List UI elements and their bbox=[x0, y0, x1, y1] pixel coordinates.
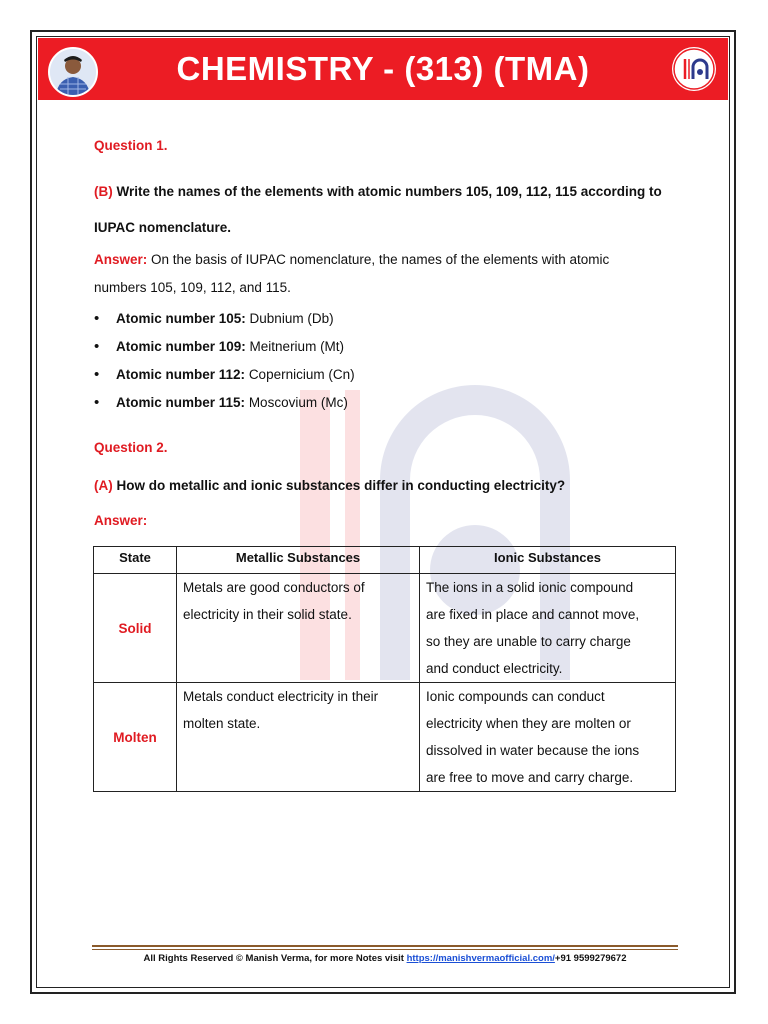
table-header-ionic: Ionic Substances bbox=[420, 547, 676, 574]
table-cell-metallic bbox=[177, 683, 420, 792]
footer-divider bbox=[92, 945, 678, 947]
cell-line: Metals are good conductors of bbox=[183, 580, 365, 595]
list-item-value: Copernicium (Cn) bbox=[248, 367, 355, 382]
question-1-line2: IUPAC nomenclature. bbox=[94, 220, 232, 235]
table-cell-ionic bbox=[420, 574, 676, 683]
footer-prefix: All Rights Reserved © Manish Verma, for more Notes visit bbox=[143, 953, 407, 964]
answer-1-line1: On the basis of IUPAC nomenclature, the names of the elements with atomic bbox=[151, 252, 610, 267]
question-2-title: Question 2. bbox=[94, 440, 168, 455]
element-list bbox=[94, 308, 654, 420]
cell-line: The ions in a solid ionic compound bbox=[426, 580, 634, 595]
list-item-label: Atomic number 109: bbox=[116, 339, 246, 354]
question-2-question: How do metallic and ionic substances differ in conducting electricity? bbox=[116, 478, 566, 493]
table-row bbox=[94, 574, 676, 683]
list-item-label: Atomic number 115: bbox=[116, 395, 246, 410]
question-1-line1: Write the names of the elements with atomic numbers 105, 109, 112, 115 according to bbox=[116, 184, 662, 199]
list-item bbox=[94, 308, 654, 336]
cell-line: electricity when they are molten or bbox=[426, 716, 631, 731]
list-item-value: Dubnium (Db) bbox=[249, 311, 334, 326]
footer-text bbox=[92, 953, 678, 964]
answer-2-label: Answer: bbox=[94, 513, 148, 528]
table-header-state: State bbox=[94, 547, 177, 574]
list-item bbox=[94, 336, 654, 364]
list-item-value: Meitnerium (Mt) bbox=[249, 339, 345, 354]
footer-link[interactable]: https://manishvermaofficial.com/ bbox=[406, 953, 555, 964]
table-header-row bbox=[94, 547, 676, 574]
table-cell-metallic bbox=[177, 574, 420, 683]
list-item bbox=[94, 392, 654, 420]
list-item-label: Atomic number 112: bbox=[116, 367, 246, 382]
table-cell-ionic bbox=[420, 683, 676, 792]
answer-1-line2: numbers 105, 109, 112, and 115. bbox=[94, 280, 291, 295]
list-item-label: Atomic number 105: bbox=[116, 311, 246, 326]
question-1-title: Question 1. bbox=[94, 138, 168, 153]
footer-phone: +91 9599279672 bbox=[554, 953, 627, 964]
cell-line: are free to move and carry charge. bbox=[426, 770, 634, 785]
header-banner bbox=[38, 38, 728, 100]
cell-line: and conduct electricity. bbox=[426, 661, 563, 676]
ignou-logo-icon bbox=[672, 47, 716, 91]
cell-line: Ionic compounds can conduct bbox=[426, 689, 605, 704]
cell-line: so they are unable to carry charge bbox=[426, 634, 631, 649]
answer-1-label: Answer: bbox=[94, 252, 148, 267]
table-header-metallic: Metallic Substances bbox=[177, 547, 420, 574]
cell-line: Metals conduct electricity in their bbox=[183, 689, 379, 704]
cell-line: are fixed in place and cannot move, bbox=[426, 607, 640, 622]
list-item-value: Moscovium (Mc) bbox=[248, 395, 348, 410]
header-title: CHEMISTRY - (313) (TMA) bbox=[176, 50, 590, 87]
cell-line: molten state. bbox=[183, 716, 261, 731]
question-2-text bbox=[94, 468, 679, 504]
question-1-text bbox=[94, 174, 679, 246]
table-cell-state: Solid bbox=[94, 574, 177, 683]
table-row bbox=[94, 683, 676, 792]
question-2-part-label: (A) bbox=[94, 478, 113, 493]
comparison-table bbox=[93, 546, 676, 792]
question-1-part-label: (B) bbox=[94, 184, 113, 199]
question-1-answer bbox=[94, 246, 679, 302]
cell-line: dissolved in water because the ions bbox=[426, 743, 640, 758]
list-item bbox=[94, 364, 654, 392]
footer-divider-thin bbox=[92, 949, 678, 950]
cell-line: electricity in their solid state. bbox=[183, 607, 352, 622]
table-cell-state: Molten bbox=[94, 683, 177, 792]
